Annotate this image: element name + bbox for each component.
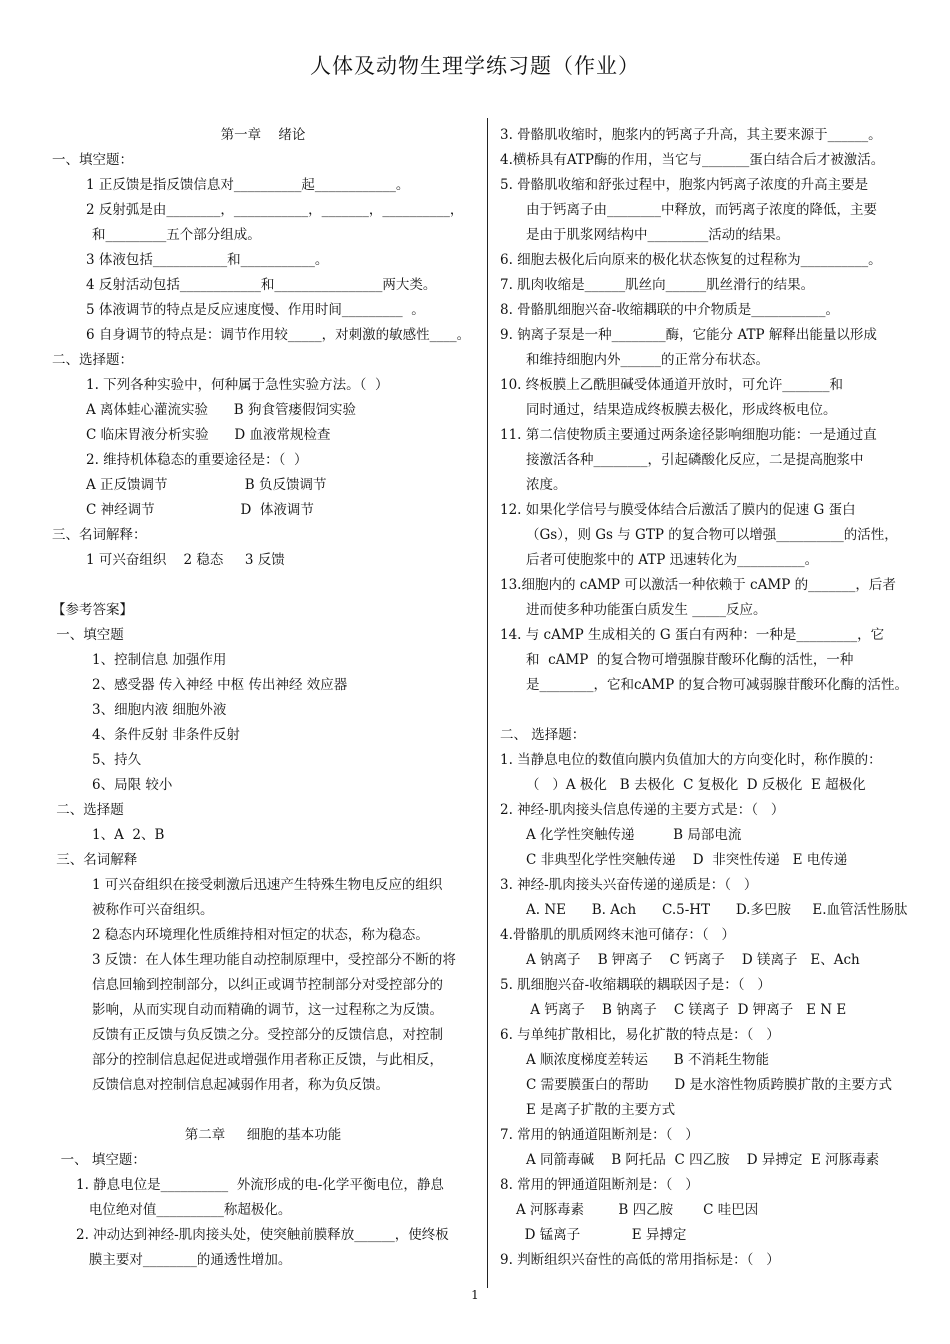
right-column-line: 浓度。 bbox=[526, 477, 567, 493]
left-column-line: 二、选择题： bbox=[52, 352, 133, 368]
right-column-line: 11. 第二信使物质主要通过两条途径影响细胞功能：一是通过直 bbox=[500, 427, 877, 443]
page-number: 1 bbox=[471, 1288, 479, 1302]
left-column-line bbox=[52, 573, 474, 598]
right-column-line: C 非典型化学性突触传递 D 非突性传递 E 电传递 bbox=[526, 852, 848, 868]
left-column-line: 2 反射弧是由________，___________，_______，__________， bbox=[86, 202, 464, 218]
right-column-line: 由于钙离子由________中释放，而钙离子浓度的降低，主要 bbox=[526, 202, 877, 218]
right-column-line: 13.细胞内的 cAMP 可以激活一种依赖于 cAMP 的_______，后者 bbox=[500, 577, 896, 593]
right-column-line: 8. 骨骼肌细胞兴奋-收缩耦联的中介物质是___________。 bbox=[500, 302, 839, 318]
right-column-line: 9. 钠离子泵是一种________酶，它能分 ATP 解释出能量以形成 bbox=[500, 327, 877, 343]
left-column-line: 5 体液调节的特点是反应速度慢、作用时间_________ 。 bbox=[86, 302, 425, 318]
right-column-line: 4.骨骼肌的肌质网终末池可储存：（ ） bbox=[500, 927, 736, 943]
left-column-line: 1 可兴奋组织 2 稳态 3 反馈 bbox=[86, 552, 285, 568]
right-column-line: 7. 肌肉收缩是______肌丝向______肌丝滑行的结果。 bbox=[500, 277, 815, 293]
right-column-line: 9. 判断组织兴奋性的高低的常用指标是：（ ） bbox=[500, 1252, 780, 1268]
left-column-line: 5、持久 bbox=[92, 752, 142, 768]
left-column-line: C 神经调节 D 体液调节 bbox=[86, 502, 314, 518]
right-column-line: 6. 与单纯扩散相比，易化扩散的特点是：（ ） bbox=[500, 1027, 780, 1043]
right-column-line: 进而使多种功能蛋白质发生 _____反应。 bbox=[526, 602, 767, 618]
right-column-line: 同时通过，结果造成终板膜去极化，形成终板电位。 bbox=[526, 402, 837, 418]
left-column-line: 2 稳态内环境理化性质维持相对恒定的状态，称为稳态。 bbox=[92, 927, 429, 943]
left-column-line: 膜主要对________的通透性增加。 bbox=[76, 1252, 292, 1268]
left-column-line: 1、A 2、B bbox=[92, 827, 165, 843]
left-column-line: 三、名词解释： bbox=[52, 527, 147, 543]
left-column-line: 第二章 细胞的基本功能 bbox=[184, 1127, 342, 1143]
left-column-line: 4 反射活动包括____________和________________两大类。 bbox=[86, 277, 437, 293]
right-column-line: 5. 肌细胞兴奋-收缩耦联的耦联因子是：（ ） bbox=[500, 977, 771, 993]
left-column-line: 1 可兴奋组织在接受刺激后迅速产生特殊生物电反应的组织 bbox=[92, 877, 443, 893]
left-column-line: 1 正反馈是指反馈信息对__________起____________。 bbox=[86, 177, 410, 193]
right-column-line: C 需要膜蛋白的帮助 D 是水溶性物质跨膜扩散的主要方式 bbox=[526, 1077, 892, 1093]
right-column-line bbox=[500, 698, 910, 723]
left-column-line: 4、条件反射 非条件反射 bbox=[92, 727, 240, 743]
left-column-line: 6 自身调节的特点是：调节作用较_____，对刺激的敏感性____。 bbox=[86, 327, 471, 343]
right-column-line: 12. 如果化学信号与膜受体结合后激活了膜内的促速 G 蛋白 bbox=[500, 502, 856, 518]
left-column-line: 二、选择题 bbox=[52, 802, 124, 818]
right-column-line: 7. 常用的钠通道阻断剂是：（ ） bbox=[500, 1127, 699, 1143]
right-column-line: A. NE B. Ach C.5-HT D.多巴胺 E.血管活性肠肽 bbox=[526, 902, 908, 918]
right-column-line: 4.横桥具有ATP酶的作用，当它与_______蛋白结合后才被激活。 bbox=[500, 152, 885, 168]
right-column-line: （Gs），则 Gs 与 GTP 的复合物可以增强__________的活性， bbox=[526, 527, 898, 543]
right-column-line: 是由于肌浆网结构中_________活动的结果。 bbox=[526, 227, 790, 243]
right-column-line: A 钙离子 B 钠离子 C 镁离子 D 钾离子 E N E bbox=[526, 1002, 847, 1018]
left-column-line: 3 体液包括___________和___________。 bbox=[86, 252, 329, 268]
right-column bbox=[500, 123, 910, 1273]
left-column-line: 一、填空题 bbox=[52, 627, 124, 643]
right-column-line: 2. 神经-肌肉接头信息传递的主要方式是：（ ） bbox=[500, 802, 785, 818]
left-column-line: 3 反馈：在人体生理功能自动控制原理中，受控部分不断的将 bbox=[92, 952, 456, 968]
right-column-line: 14. 与 cAMP 生成相关的 G 蛋白有两种：一种是_________，它 bbox=[500, 627, 885, 643]
left-column-line: 影响，从而实现自动而精确的调节，这一过程称之为反馈。 bbox=[92, 1002, 443, 1018]
right-column-line: A 化学性突触传递 B 局部电流 bbox=[526, 827, 742, 843]
right-column-line: 是________，它和cAMP 的复合物可减弱腺苷酸环化酶的活性。 bbox=[526, 677, 909, 693]
right-column-line: 二、 选择题： bbox=[500, 727, 586, 743]
left-column-line: 3、细胞内液 细胞外液 bbox=[92, 702, 227, 718]
right-column-line: 5. 骨骼肌收缩和舒张过程中，胞浆内钙离子浓度的升高主要是 bbox=[500, 177, 869, 193]
right-column-line: 和维持细胞内外______的正常分布状态。 bbox=[526, 352, 769, 368]
right-column-line: A 河豚毒素 B 四乙胺 C 哇巴因 bbox=[516, 1202, 759, 1218]
left-column-line: 1、控制信息 加强作用 bbox=[92, 652, 227, 668]
right-column-line: 10. 终板膜上乙酰胆碱受体通道开放时，可允许_______和 bbox=[500, 377, 844, 393]
right-column-line: A 同箭毒碱 B 阿托品 C 四乙胺 D 异搏定 E 河豚毒素 bbox=[526, 1152, 880, 1168]
right-column-line: A 顺浓度梯度差转运 B 不消耗生物能 bbox=[526, 1052, 769, 1068]
left-column-line: 2. 维持机体稳态的重要途径是：（ ） bbox=[86, 452, 308, 468]
left-column-line: 信息回输到控制部分，以纠正或调节控制部分对受控部分的 bbox=[92, 977, 443, 993]
left-column-line: 一、填空题： bbox=[52, 152, 133, 168]
left-column-line: 反馈信息对控制信息起减弱作用者，称为负反馈。 bbox=[92, 1077, 389, 1093]
left-column-line: C 临床胃液分析实验 D 血液常规检查 bbox=[86, 427, 331, 443]
right-column-line: E 是离子扩散的主要方式 bbox=[526, 1102, 676, 1118]
right-column-line: （ ）A 极化 B 去极化 C 复极化 D 反极化 E 超极化 bbox=[526, 777, 866, 793]
left-column-line: 部分的控制信息起促进或增强作用者称正反馈，与此相反， bbox=[92, 1052, 443, 1068]
column-divider bbox=[487, 118, 488, 1288]
left-column-line: 第一章 绪论 bbox=[220, 127, 306, 143]
right-column-line: 后者可使胞浆中的 ATP 迅速转化为__________。 bbox=[526, 552, 819, 568]
left-column-line: 一、 填空题： bbox=[52, 1152, 146, 1168]
left-column-line bbox=[52, 1098, 474, 1123]
right-column-line: 接激活各种________，引起磷酸化反应，二是提高胞浆中 bbox=[526, 452, 864, 468]
right-column-line: 3. 骨骼肌收缩时，胞浆内的钙离子升高，其主要来源于______。 bbox=[500, 127, 882, 143]
right-column-line: D 锰离子 E 异搏定 bbox=[516, 1227, 687, 1243]
right-column-line: 8. 常用的钾通道阻断剂是：（ ） bbox=[500, 1177, 699, 1193]
left-column-line: 1. 静息电位是__________ 外流形成的电-化学平衡电位，静息 bbox=[76, 1177, 444, 1193]
left-column bbox=[52, 123, 474, 1273]
left-column-line: 电位绝对值__________称超极化。 bbox=[76, 1202, 292, 1218]
left-column-line: 2. 冲动达到神经-肌肉接头处，使突触前膜释放______，使终板 bbox=[76, 1227, 449, 1243]
right-column-line: 1. 当静息电位的数值向膜内负值加大的方向变化时，称作膜的： bbox=[500, 752, 882, 768]
left-column-line: 1. 下列各种实验中，何种属于急性实验方法。（ ） bbox=[86, 377, 389, 393]
left-column-line: 反馈有正反馈与负反馈之分。受控部分的反馈信息，对控制 bbox=[92, 1027, 443, 1043]
right-column-line: A 钠离子 B 钾离子 C 钙离子 D 镁离子 E、Ach bbox=[526, 952, 860, 968]
left-column-line: 被称作可兴奋组织。 bbox=[92, 902, 214, 918]
document-title: 人体及动物生理学练习题（作业） bbox=[310, 54, 640, 78]
left-column-line: 6、局限 较小 bbox=[92, 777, 173, 793]
right-column-line: 和 cAMP 的复合物可增强腺苷酸环化酶的活性，一种 bbox=[526, 652, 854, 668]
left-column-line: 三、名词解释 bbox=[52, 852, 138, 868]
left-column-line: A 正反馈调节 B 负反馈调节 bbox=[86, 477, 327, 493]
left-column-line: 【参考答案】 bbox=[52, 602, 133, 618]
left-column-line: 和_________五个部分组成。 bbox=[92, 227, 261, 243]
right-column-line: 6. 细胞去极化后向原来的极化状态恢复的过程称为__________。 bbox=[500, 252, 882, 268]
right-column-line: 3. 神经-肌肉接头兴奋传递的递质是：（ ） bbox=[500, 877, 758, 893]
left-column-line: 2、感受器 传入神经 中枢 传出神经 效应器 bbox=[92, 677, 348, 693]
left-column-line: A 离体蛙心灌流实验 B 狗食管瘘假饲实验 bbox=[86, 402, 356, 418]
